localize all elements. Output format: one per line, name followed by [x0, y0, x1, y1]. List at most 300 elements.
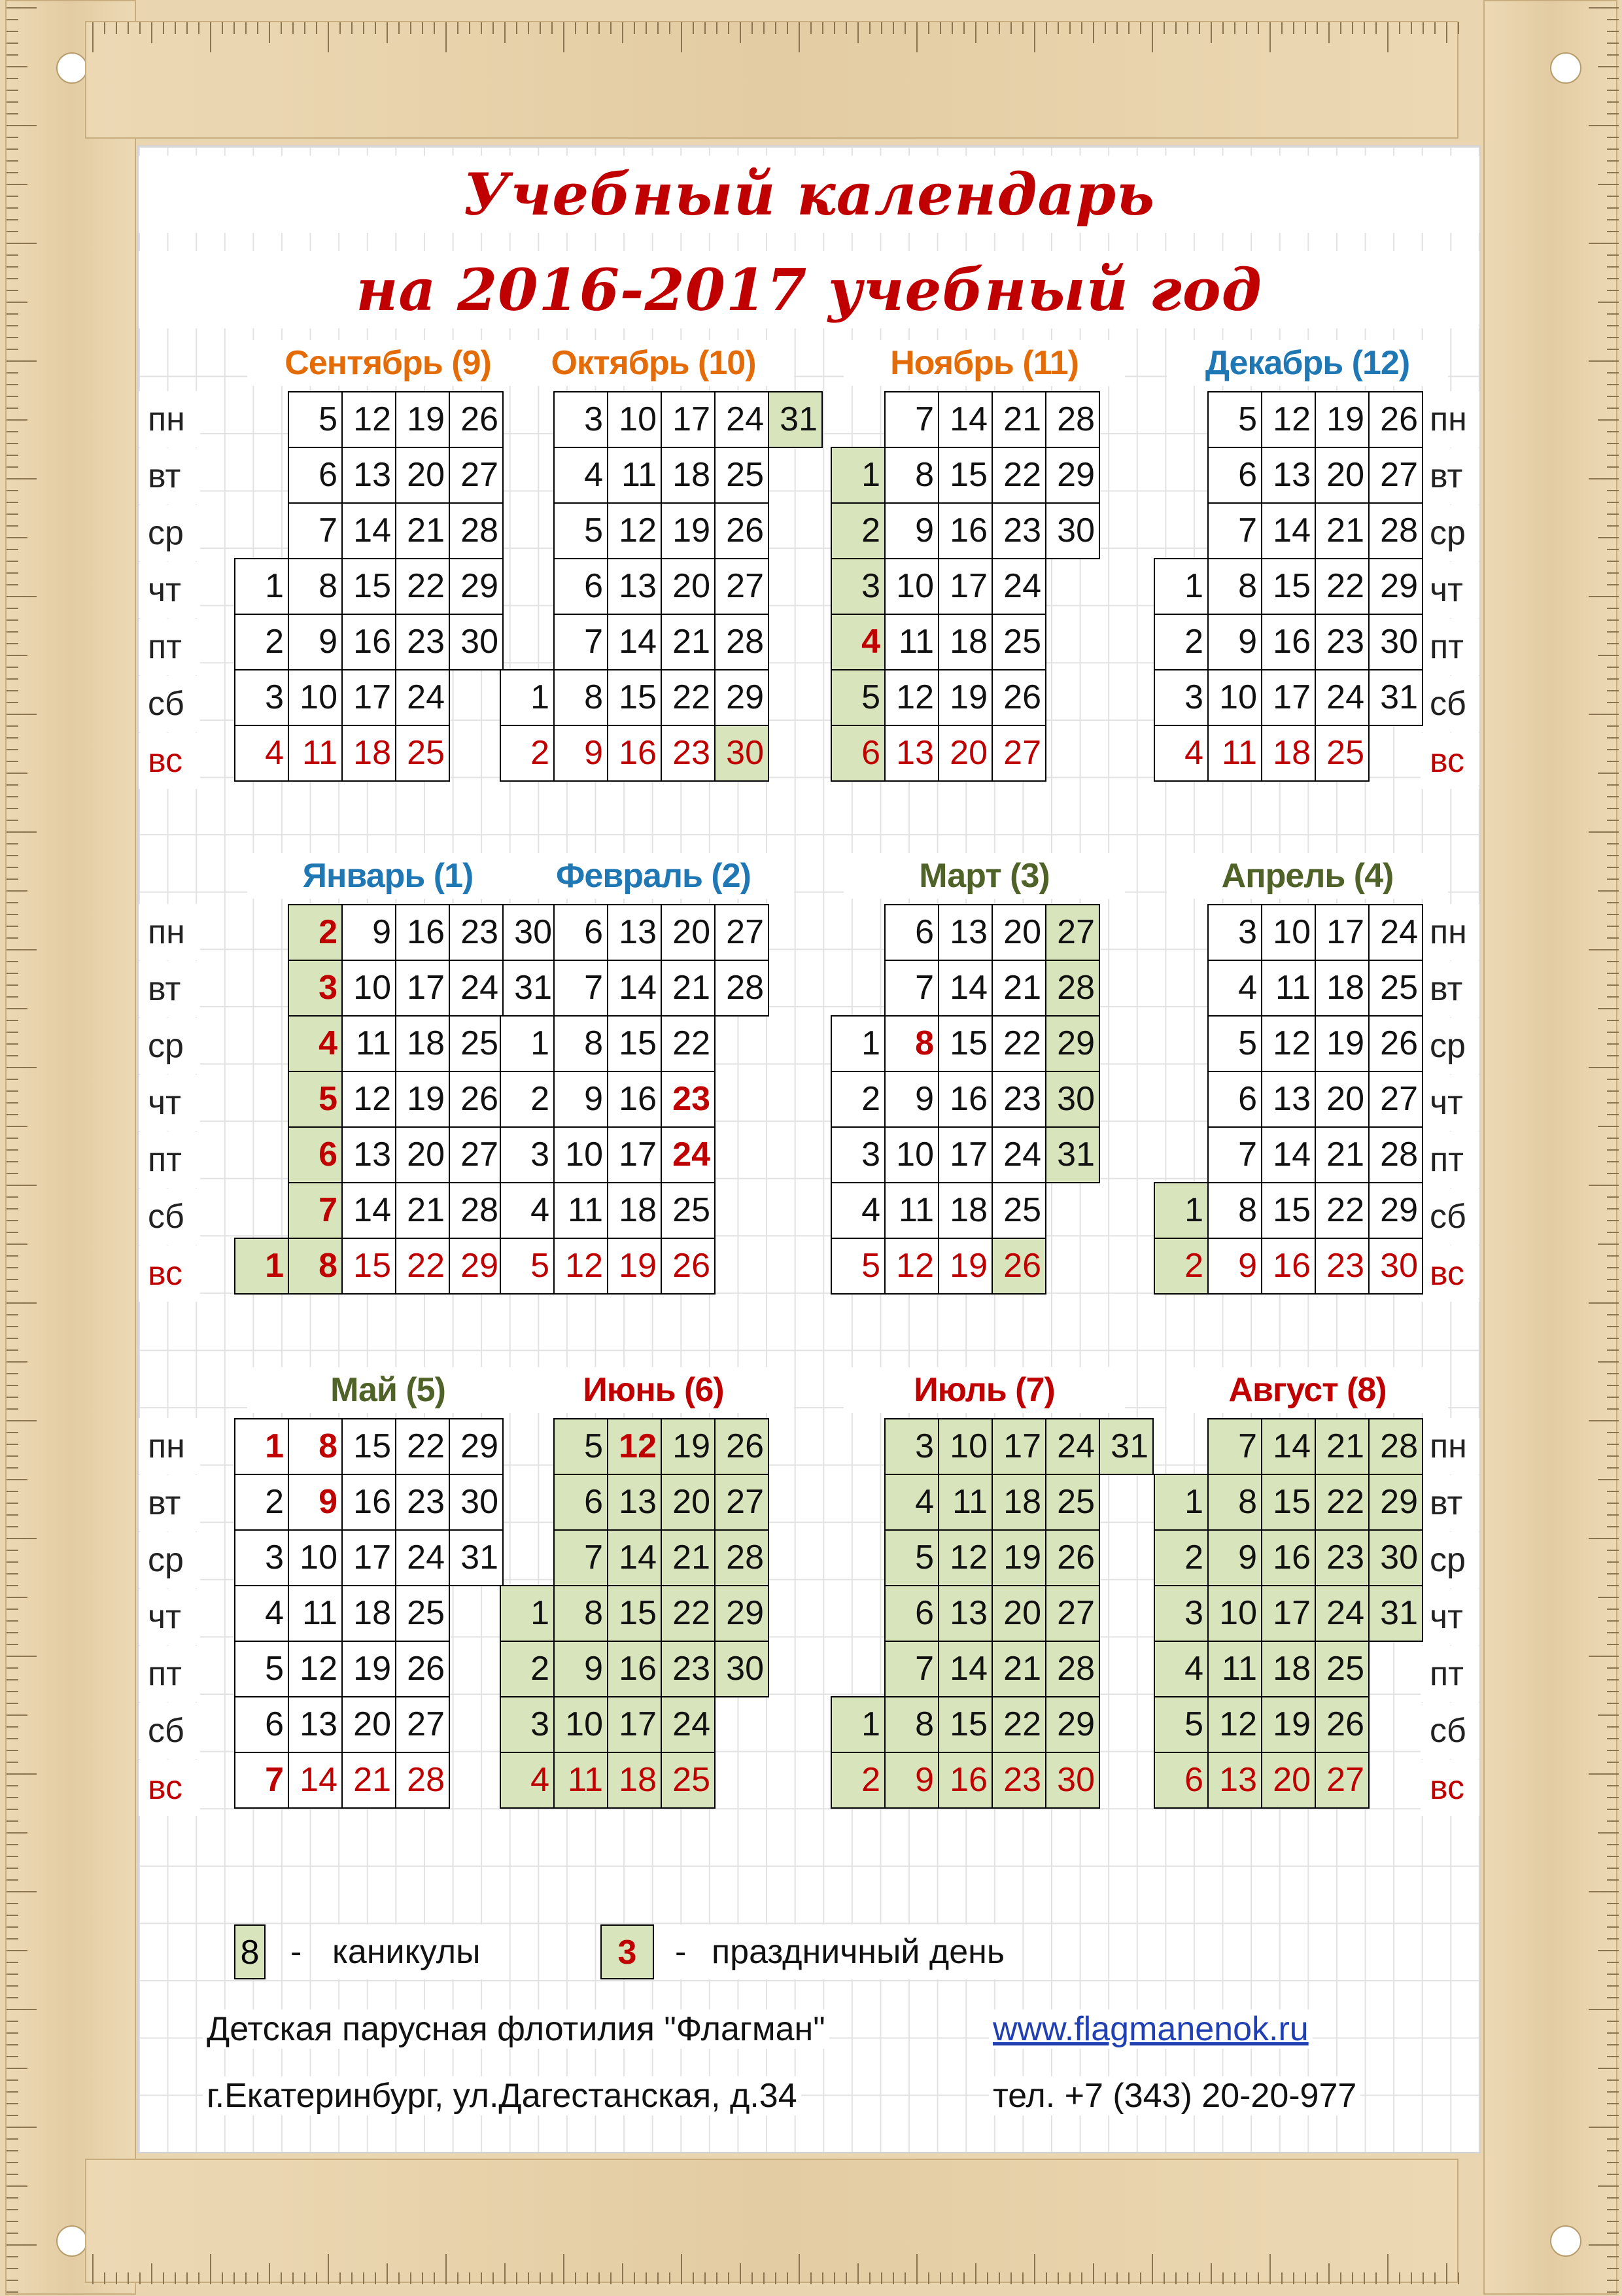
weekday-row: [831, 1071, 1099, 1127]
day-cell: 12: [1262, 392, 1315, 447]
day-cell: 31: [1099, 1419, 1153, 1474]
weekday-row: [500, 725, 822, 781]
weekday-row: [1154, 1127, 1423, 1183]
quarter-block: [139, 848, 1479, 1306]
day-cell: 22: [1315, 1474, 1369, 1530]
day-cell: 26: [1369, 1016, 1423, 1071]
day-cell: 8: [885, 1697, 939, 1752]
weekday-label: пт: [139, 1132, 200, 1188]
day-cell: 2: [500, 1641, 554, 1697]
weekday-row: [1154, 447, 1423, 503]
day-cell: 28: [1046, 960, 1099, 1016]
empty-cell: [500, 392, 554, 447]
day-cell: 4: [235, 725, 288, 781]
day-cell: 2: [235, 614, 288, 670]
empty-cell: [831, 960, 885, 1016]
empty-cell: [1154, 392, 1208, 447]
weekday-row: [500, 1016, 768, 1071]
day-cell: 21: [1315, 503, 1369, 559]
day-cell: 20: [992, 905, 1046, 960]
day-cell: 30: [503, 905, 557, 960]
empty-cell: [1369, 725, 1423, 781]
weekday-row: [831, 1697, 1153, 1752]
empty-cell: [500, 447, 554, 503]
day-cell: 25: [1046, 1474, 1099, 1530]
day-cell: 3: [500, 1127, 554, 1183]
day-cell: 28: [715, 1530, 768, 1586]
weekday-row: [831, 1127, 1099, 1183]
day-cell: 17: [661, 392, 715, 447]
day-cell: 18: [939, 1183, 992, 1238]
day-cell: 4: [831, 1183, 885, 1238]
day-cell: 24: [1046, 1419, 1099, 1474]
day-cell: 19: [661, 1419, 715, 1474]
day-cell: 23: [1315, 1238, 1369, 1294]
day-cell: 11: [885, 1183, 939, 1238]
day-cell: 11: [939, 1474, 992, 1530]
day-cell: 13: [342, 447, 396, 503]
weekday-row: [500, 905, 768, 960]
day-cell: 3: [235, 1530, 288, 1586]
weekday-row: [500, 1586, 768, 1641]
day-cell: 26: [661, 1238, 715, 1294]
day-cell: 9: [288, 614, 342, 670]
day-cell: 16: [396, 905, 449, 960]
weekday-label: вт: [139, 961, 200, 1017]
day-cell: 31: [503, 960, 557, 1016]
day-cell: 11: [342, 1016, 396, 1071]
weekday-label: вс: [139, 733, 200, 789]
empty-cell: [831, 392, 885, 447]
day-cell: 2: [831, 1752, 885, 1808]
day-cell: 25: [1369, 960, 1423, 1016]
weekday-label: сб: [139, 1189, 200, 1245]
day-cell: 19: [342, 1641, 396, 1697]
day-cell: 2: [288, 905, 342, 960]
weekday-label: чт: [139, 1075, 200, 1131]
day-cell: 7: [288, 503, 342, 559]
day-cell: 30: [715, 725, 768, 781]
day-cell: 13: [288, 1697, 342, 1752]
day-cell: 7: [885, 392, 939, 447]
day-cell: 10: [342, 960, 396, 1016]
day-cell: 25: [1315, 1641, 1369, 1697]
weekday-label: ср: [1421, 505, 1481, 561]
website-link[interactable]: www.flagmanenok.ru: [989, 2009, 1313, 2049]
day-cell: 4: [554, 447, 608, 503]
ruler-hole: [56, 2225, 88, 2257]
day-cell: 12: [554, 1238, 608, 1294]
day-cell: 1: [235, 559, 288, 614]
day-cell: 6: [885, 905, 939, 960]
day-cell: 7: [554, 1530, 608, 1586]
day-cell: 24: [992, 1127, 1046, 1183]
day-cell: 14: [608, 614, 661, 670]
empty-cell: [831, 1641, 885, 1697]
day-cell: 23: [661, 1071, 715, 1127]
empty-cell: [1369, 1641, 1423, 1697]
right-ruler: [1483, 0, 1617, 2295]
day-cell: 21: [992, 392, 1046, 447]
legend-dash: -: [671, 1924, 690, 1979]
day-cell: 23: [992, 1071, 1046, 1127]
day-cell: 23: [449, 905, 503, 960]
day-cell: 14: [288, 1752, 342, 1808]
day-cell: 11: [288, 725, 342, 781]
day-cell: 20: [992, 1586, 1046, 1641]
day-cell: 30: [1369, 1530, 1423, 1586]
day-cell: 23: [396, 614, 449, 670]
day-cell: 18: [939, 614, 992, 670]
weekday-row: [500, 1530, 768, 1586]
day-cell: 15: [1262, 559, 1315, 614]
day-cell: 29: [1046, 1016, 1099, 1071]
left-ruler-ticks: [7, 1, 137, 2296]
right-ruler-ticks: [1485, 1, 1619, 2296]
day-cell: 25: [992, 614, 1046, 670]
day-cell: 18: [608, 1752, 661, 1808]
weekday-label: сб: [1421, 676, 1481, 732]
day-cell: 5: [235, 1641, 288, 1697]
day-cell: 6: [554, 905, 608, 960]
weekday-row: [831, 447, 1099, 503]
day-cell: 17: [396, 960, 449, 1016]
legend-dash: -: [286, 1924, 305, 1979]
day-cell: 6: [1208, 447, 1262, 503]
day-cell: 2: [1154, 1238, 1208, 1294]
empty-cell: [449, 1697, 503, 1752]
day-cell: 24: [1369, 905, 1423, 960]
weekday-row: [1154, 1586, 1423, 1641]
day-cell: 3: [831, 1127, 885, 1183]
weekday-label: чт: [1421, 562, 1481, 618]
day-cell: 13: [939, 905, 992, 960]
day-cell: 4: [1154, 1641, 1208, 1697]
weekday-label: вт: [1421, 961, 1481, 1017]
left-ruler: [5, 0, 136, 2295]
footer: [139, 1998, 1479, 2148]
empty-cell: [1154, 503, 1208, 559]
day-cell: 22: [661, 670, 715, 725]
legend-holiday-swatch: [600, 1924, 654, 1979]
day-cell: 25: [1315, 725, 1369, 781]
month-grid: [500, 391, 823, 782]
weekday-label: пн: [139, 1418, 200, 1474]
weekday-row: [500, 1127, 768, 1183]
day-cell: 12: [608, 503, 661, 559]
weekday-row: [235, 447, 503, 503]
day-cell: 11: [608, 447, 661, 503]
day-cell: 18: [342, 725, 396, 781]
day-cell: 17: [608, 1697, 661, 1752]
empty-cell: [1154, 447, 1208, 503]
weekday-row: [500, 1238, 768, 1294]
day-cell: 5: [1208, 1016, 1262, 1071]
title-line-1: Учебный календарь: [462, 160, 1156, 228]
day-cell: 25: [396, 725, 449, 781]
day-cell: 21: [992, 1641, 1046, 1697]
month-title: Ноябрь (11): [844, 340, 1125, 386]
day-cell: 7: [885, 960, 939, 1016]
day-cell: 23: [992, 1752, 1046, 1808]
weekday-row: [1154, 725, 1423, 781]
day-cell: 30: [1369, 614, 1423, 670]
empty-cell: [500, 1530, 554, 1586]
month-title: Сентябрь (9): [247, 340, 528, 386]
day-cell: 14: [939, 392, 992, 447]
weekday-row: [500, 503, 822, 559]
day-cell: 2: [500, 725, 554, 781]
day-cell: 16: [608, 1641, 661, 1697]
empty-cell: [1099, 1697, 1153, 1752]
day-cell: 18: [342, 1586, 396, 1641]
weekday-row: [235, 1752, 503, 1808]
weekday-label: пт: [1421, 1646, 1481, 1702]
weekday-row: [1154, 1183, 1423, 1238]
day-cell: 17: [342, 1530, 396, 1586]
weekday-label: вс: [1421, 1245, 1481, 1302]
day-cell: 5: [554, 1419, 608, 1474]
day-cell: 25: [715, 447, 768, 503]
empty-cell: [500, 559, 554, 614]
day-cell: 11: [885, 614, 939, 670]
day-cell: 25: [661, 1183, 715, 1238]
day-cell: 26: [992, 1238, 1046, 1294]
day-cell: 22: [992, 1016, 1046, 1071]
day-cell: 17: [939, 1127, 992, 1183]
empty-cell: [1099, 1641, 1153, 1697]
day-cell: 25: [661, 1752, 715, 1808]
weekday-label: пн: [1421, 391, 1481, 447]
day-cell: 20: [1315, 447, 1369, 503]
month-grid: [1154, 904, 1423, 1295]
weekday-row: [1154, 1697, 1423, 1752]
weekday-row: [1154, 503, 1423, 559]
day-cell: 15: [342, 1419, 396, 1474]
empty-cell: [1369, 1697, 1423, 1752]
top-ruler: [85, 21, 1458, 139]
weekday-label: чт: [139, 562, 200, 618]
day-cell: 23: [396, 1474, 449, 1530]
weekday-row: [831, 1016, 1099, 1071]
day-cell: 19: [1315, 392, 1369, 447]
weekday-row: [831, 503, 1099, 559]
day-cell: 12: [1262, 1016, 1315, 1071]
legend-vacation-swatch: [234, 1924, 266, 1979]
weekday-row: [500, 1183, 768, 1238]
day-cell: 31: [1369, 1586, 1423, 1641]
day-cell: 14: [939, 960, 992, 1016]
day-cell: 26: [449, 1071, 503, 1127]
weekday-row: [1154, 670, 1423, 725]
weekday-row: [235, 1641, 503, 1697]
day-cell: 20: [661, 905, 715, 960]
weekday-label: сб: [1421, 1189, 1481, 1245]
empty-cell: [831, 1530, 885, 1586]
weekday-row: [500, 670, 822, 725]
day-cell: 18: [396, 1016, 449, 1071]
day-cell: 21: [661, 614, 715, 670]
day-cell: 7: [1208, 1419, 1262, 1474]
day-cell: 20: [396, 1127, 449, 1183]
weekday-label: ср: [1421, 1018, 1481, 1074]
day-cell: 21: [342, 1752, 396, 1808]
day-cell: 24: [715, 392, 768, 447]
day-cell: 9: [885, 503, 939, 559]
day-cell: 27: [1369, 447, 1423, 503]
weekday-label: пт: [1421, 619, 1481, 675]
day-cell: 13: [1208, 1752, 1262, 1808]
month-grid: [234, 391, 504, 782]
empty-cell: [235, 905, 288, 960]
day-cell: 11: [288, 1586, 342, 1641]
empty-cell: [768, 614, 822, 670]
day-cell: 28: [1369, 1419, 1423, 1474]
empty-cell: [831, 1586, 885, 1641]
day-cell: 26: [449, 392, 503, 447]
day-cell: 8: [554, 670, 608, 725]
day-cell: 3: [235, 670, 288, 725]
day-cell: 3: [554, 392, 608, 447]
weekday-label: сб: [139, 1703, 200, 1759]
day-cell: 27: [1046, 905, 1099, 960]
day-cell: 4: [235, 1586, 288, 1641]
weekday-row: [831, 1419, 1153, 1474]
day-cell: 27: [449, 1127, 503, 1183]
day-cell: 5: [1154, 1697, 1208, 1752]
day-cell: 23: [1315, 614, 1369, 670]
day-cell: 3: [1208, 905, 1262, 960]
day-cell: 8: [885, 447, 939, 503]
day-cell: 15: [342, 1238, 396, 1294]
month-grid: [831, 391, 1100, 782]
weekday-row: [235, 1586, 503, 1641]
day-cell: 15: [939, 1016, 992, 1071]
day-cell: 5: [831, 1238, 885, 1294]
weekday-row: [500, 1752, 768, 1808]
day-cell: 8: [288, 559, 342, 614]
weekday-row: [235, 392, 503, 447]
day-cell: 22: [1315, 1183, 1369, 1238]
weekday-row: [235, 1419, 503, 1474]
day-cell: 31: [1369, 670, 1423, 725]
weekday-row: [500, 1419, 768, 1474]
weekday-row: [1154, 1530, 1423, 1586]
day-cell: 24: [1315, 670, 1369, 725]
day-cell: 16: [939, 503, 992, 559]
quarter-block: [139, 335, 1479, 793]
weekday-row: [235, 670, 503, 725]
day-cell: 3: [1154, 670, 1208, 725]
weekday-row: [500, 614, 822, 670]
day-cell: 19: [1315, 1016, 1369, 1071]
day-cell: 2: [1154, 614, 1208, 670]
empty-cell: [235, 1071, 288, 1127]
day-cell: 16: [1262, 1530, 1315, 1586]
organization-name: Детская парусная флотилия "Флагман": [203, 2009, 829, 2049]
day-cell: 9: [885, 1071, 939, 1127]
day-cell: 11: [1208, 1641, 1262, 1697]
day-cell: 6: [885, 1586, 939, 1641]
month-grid: [831, 1418, 1154, 1809]
day-cell: 26: [1046, 1530, 1099, 1586]
day-cell: 18: [1262, 1641, 1315, 1697]
day-cell: 23: [992, 503, 1046, 559]
day-cell: 30: [715, 1641, 768, 1697]
legend-holiday-label: праздничный день: [708, 1924, 1009, 1979]
day-cell: 7: [288, 1183, 342, 1238]
empty-cell: [831, 1474, 885, 1530]
day-cell: 10: [554, 1697, 608, 1752]
day-cell: 6: [1208, 1071, 1262, 1127]
day-cell: 13: [342, 1127, 396, 1183]
weekday-row: [235, 1474, 503, 1530]
day-cell: 8: [885, 1016, 939, 1071]
day-cell: 26: [396, 1641, 449, 1697]
weekday-row: [1154, 905, 1423, 960]
month-grid: [1154, 391, 1423, 782]
day-cell: 16: [342, 614, 396, 670]
day-cell: 27: [1369, 1071, 1423, 1127]
day-cell: 15: [608, 1586, 661, 1641]
day-cell: 16: [1262, 614, 1315, 670]
day-cell: 8: [288, 1238, 342, 1294]
weekday-row: [831, 1586, 1153, 1641]
month-title: Август (8): [1167, 1367, 1448, 1413]
day-cell: 8: [554, 1016, 608, 1071]
day-cell: 12: [288, 1641, 342, 1697]
empty-cell: [715, 1238, 768, 1294]
day-cell: 24: [396, 1530, 449, 1586]
day-cell: 11: [554, 1752, 608, 1808]
day-cell: 29: [449, 1419, 503, 1474]
day-cell: 15: [1262, 1474, 1315, 1530]
day-cell: 9: [342, 905, 396, 960]
weekday-row: [831, 1183, 1099, 1238]
day-cell: 6: [1154, 1752, 1208, 1808]
weekday-label: пн: [1421, 1418, 1481, 1474]
empty-cell: [715, 1752, 768, 1808]
weekday-row: [1154, 614, 1423, 670]
day-cell: 10: [1262, 905, 1315, 960]
day-cell: 8: [1208, 1183, 1262, 1238]
day-cell: 10: [885, 1127, 939, 1183]
day-cell: 12: [885, 1238, 939, 1294]
day-cell: 22: [992, 447, 1046, 503]
day-cell: 31: [449, 1530, 503, 1586]
day-cell: 4: [885, 1474, 939, 1530]
weekday-row: [831, 725, 1099, 781]
empty-cell: [715, 1127, 768, 1183]
day-cell: 29: [449, 559, 503, 614]
bottom-ruler: [85, 2159, 1458, 2283]
day-cell: 2: [1154, 1530, 1208, 1586]
day-cell: 13: [1262, 447, 1315, 503]
month-title: Апрель (4): [1167, 853, 1448, 899]
day-cell: 17: [992, 1419, 1046, 1474]
weekday-label: чт: [139, 1589, 200, 1645]
day-cell: 28: [449, 503, 503, 559]
day-cell: 14: [1262, 1419, 1315, 1474]
empty-cell: [235, 447, 288, 503]
bottom-ruler-ticks: [86, 2160, 1460, 2284]
weekday-label: пн: [139, 391, 200, 447]
weekday-label: вс: [1421, 733, 1481, 789]
day-cell: 29: [1369, 1183, 1423, 1238]
day-cell: 25: [992, 1183, 1046, 1238]
day-cell: 21: [661, 1530, 715, 1586]
day-cell: 31: [1046, 1127, 1099, 1183]
